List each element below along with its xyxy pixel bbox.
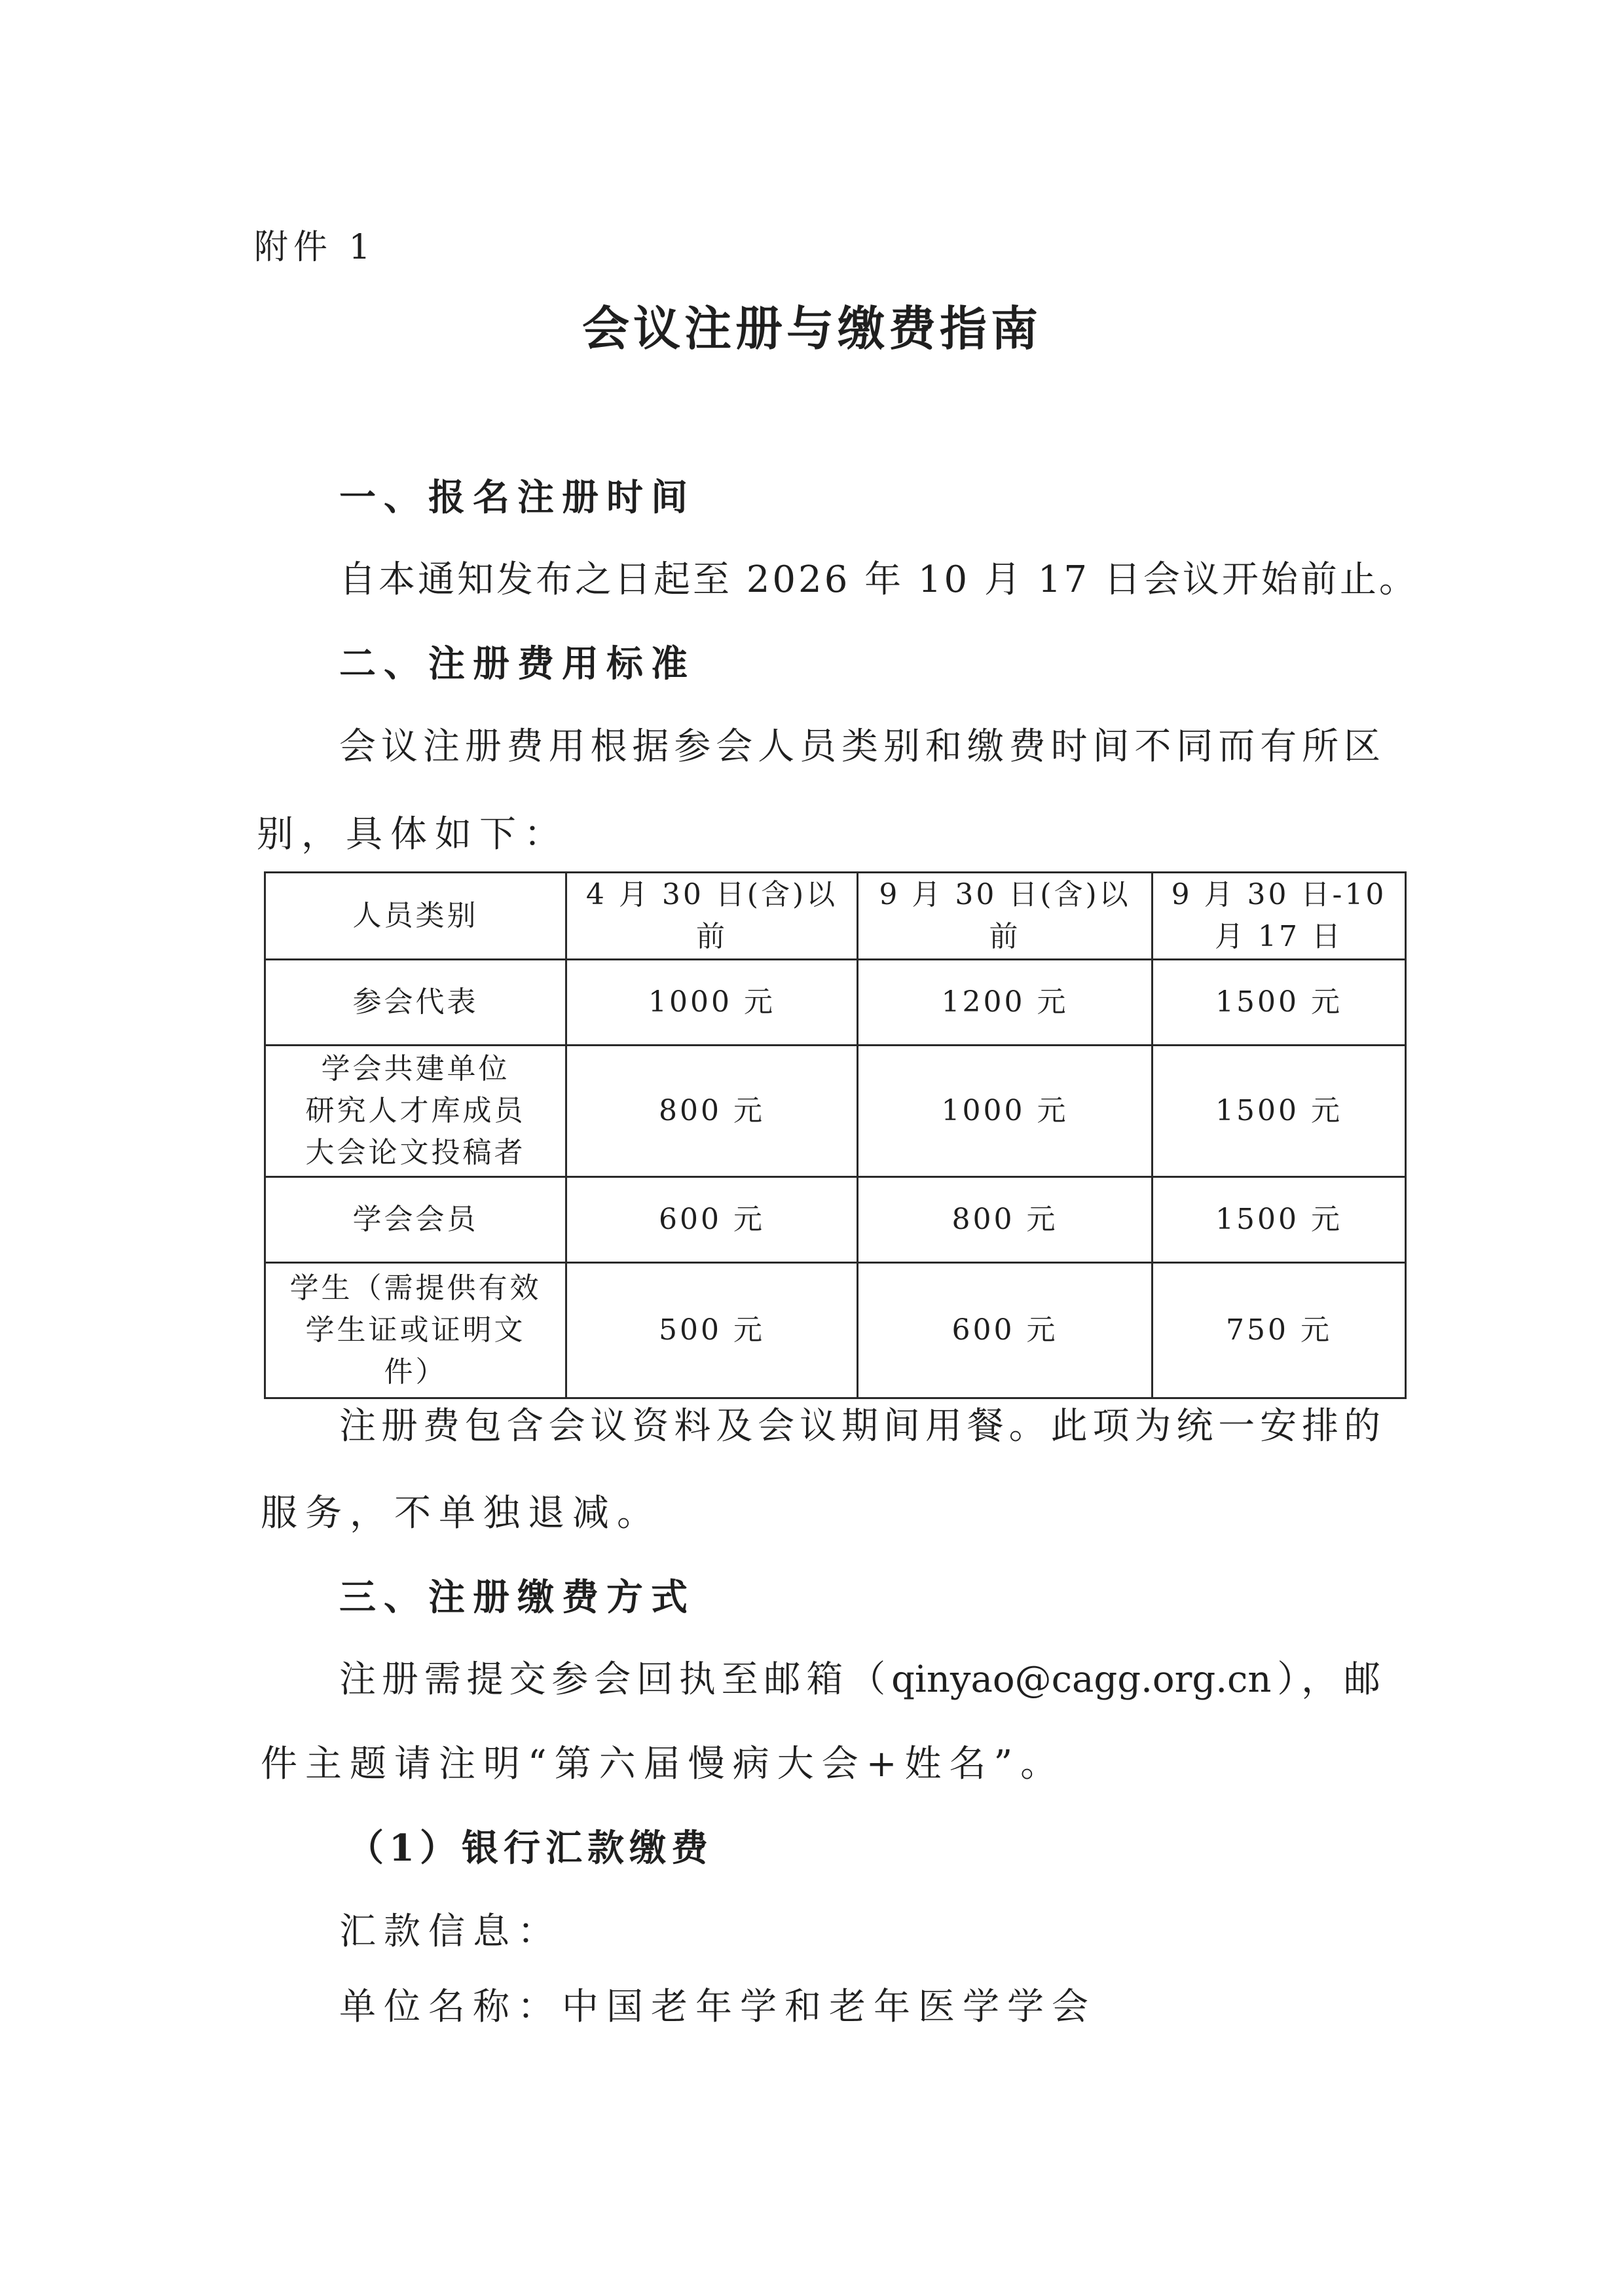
section2-intro-line2: 别，具体如下： (257, 813, 568, 856)
fee-cell: 1000 元 (566, 960, 858, 1046)
category-cell: 参会代表 (265, 960, 566, 1046)
fee-cell: 500 元 (566, 1263, 858, 1398)
table-row (265, 1263, 1406, 1398)
org-name-line: 单位名称：中国老年学和老年医学学会 (339, 1986, 1096, 2028)
fee-table (264, 871, 1407, 1399)
section3-text-line2: 件主题请注明“第六届慢病大会+姓名”。 (261, 1743, 1065, 1785)
table-row (265, 960, 1406, 1046)
fee-table-header-row (265, 873, 1406, 960)
fee-cell: 800 元 (858, 1177, 1153, 1263)
section2-note-line2: 服务，不单独退减。 (261, 1492, 661, 1535)
fee-cell: 800 元 (566, 1046, 858, 1177)
fee-cell: 1000 元 (858, 1046, 1153, 1177)
section3-text-line1: 注册需提交参会回执至邮箱（qinyao@cagg.org.cn），邮 (339, 1658, 1380, 1701)
category-cell: 学生（需提供有效 学生证或证明文 件） (265, 1263, 566, 1398)
attachment-label: 附件 1 (254, 228, 376, 267)
section3-heading: 三、注册缴费方式 (339, 1576, 695, 1619)
fee-cell: 1500 元 (1153, 1177, 1406, 1263)
category-cell: 学会共建单位 研究人才库成员 大会论文投稿者 (265, 1046, 566, 1177)
section2-heading: 二、注册费用标准 (339, 642, 695, 685)
section1-text: 自本通知发布之日起至 2026 年 10 月 17 日会议开始前止。 (339, 558, 1418, 601)
header-cell-category: 人员类别 (265, 873, 566, 960)
table-row (265, 1177, 1406, 1263)
header-cell-before-sep30: 9 月 30 日(含)以 前 (858, 873, 1153, 960)
section2-note-line1: 注册费包含会议资料及会议期间用餐。此项为统一安排的 (339, 1405, 1380, 1448)
section1-heading: 一、报名注册时间 (339, 476, 695, 519)
remit-info-label: 汇款信息： (339, 1910, 562, 1953)
section3-sub1-heading: （1）银行汇款缴费 (347, 1827, 713, 1870)
section2-intro-line1: 会议注册费用根据参会人员类别和缴费时间不同而有所区 (339, 725, 1380, 768)
fee-cell: 1500 元 (1153, 960, 1406, 1046)
fee-cell: 600 元 (566, 1177, 858, 1263)
fee-cell: 600 元 (858, 1263, 1153, 1398)
fee-cell: 1200 元 (858, 960, 1153, 1046)
category-cell: 学会会员 (265, 1177, 566, 1263)
header-cell-sep30-oct17: 9 月 30 日-10 月 17 日 (1153, 873, 1406, 960)
table-row (265, 1046, 1406, 1177)
fee-cell: 750 元 (1153, 1263, 1406, 1398)
document-title: 会议注册与缴费指南 (581, 301, 1042, 356)
fee-cell: 1500 元 (1153, 1046, 1406, 1177)
header-cell-before-apr30: 4 月 30 日(含)以 前 (566, 873, 858, 960)
